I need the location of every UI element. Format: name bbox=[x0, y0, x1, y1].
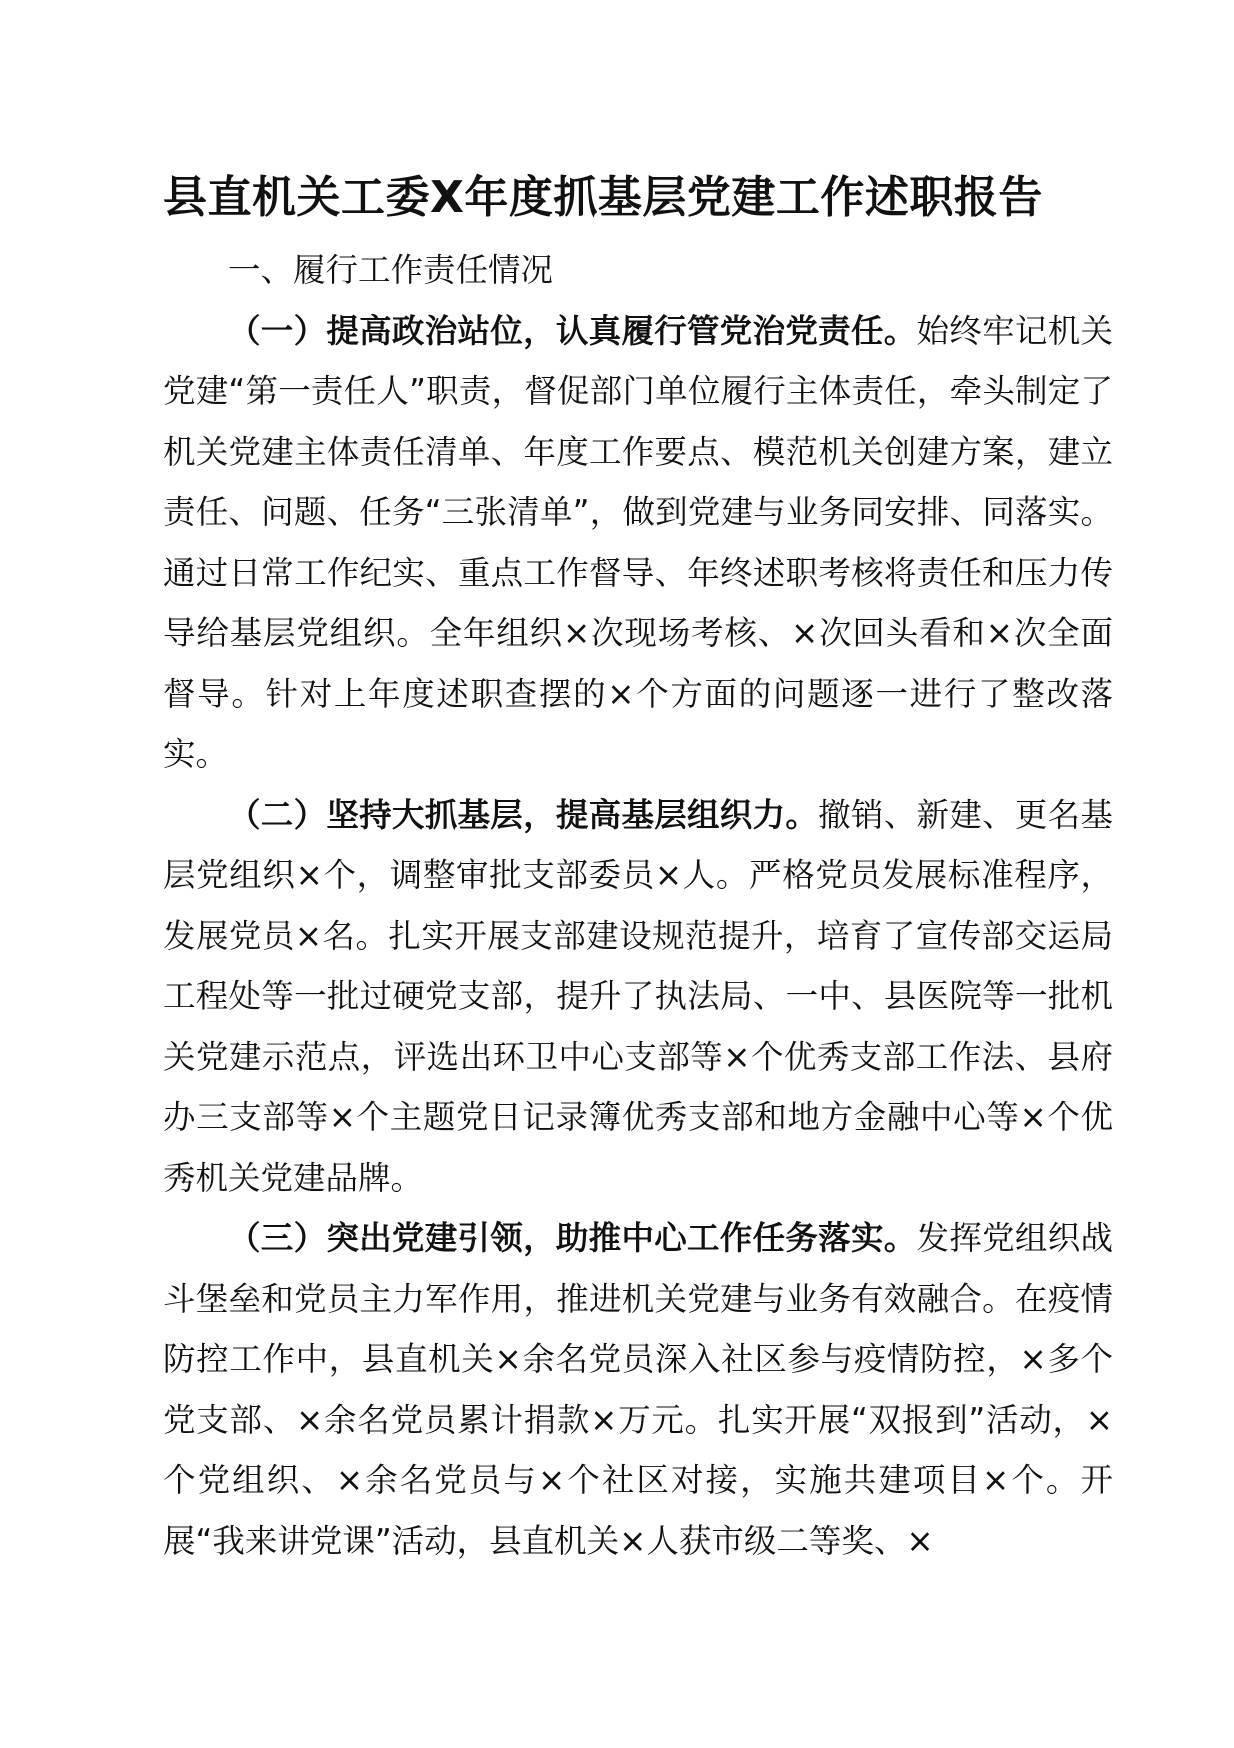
paragraph-body: 撤销、新建、更名基层党组织×个，调整审批支部委员×人。严格党员发展标准程序，发展党员×名。扎实开展支部建设规范提升，培育了宣传部交运局工程处等一批过硬党支部，提升了执法局、一中、县医院等一批机关党建示范点，评选出环卫中心支部等×个优秀支部工作法、县府办三支部等×个主题党日记录簿优秀支部和地方金融中心等×个优秀机关党建品牌。 bbox=[163, 795, 1113, 1197]
paragraph-lead: （二）坚持大抓基层，提高基层组织力。 bbox=[228, 795, 819, 834]
paragraph-lead: （一）提高政治站位，认真履行管党治党责任。 bbox=[228, 311, 917, 350]
document-body bbox=[163, 240, 1113, 1571]
document-title: 县直机关工委X年度抓基层党建工作述职报告 bbox=[163, 172, 1043, 223]
paragraph-grassroots bbox=[163, 785, 1113, 1209]
paragraph-body: 发挥党组织战斗堡垒和党员主力军作用，推进机关党建与业务有效融合。在疫情防控工作中，县直机关×余名党员深入社区参与疫情防控，×多个党支部、×余名党员累计捐款×万元。扎实开展“双报到”活动，×个党组织、×余名党员与×个社区对接，实施共建项目×个。开展“我来讲党课”活动，县直机关×人获市级二等奖、× bbox=[163, 1219, 1113, 1560]
section-heading: 一、履行工作责任情况 bbox=[228, 251, 554, 289]
paragraph-leadership bbox=[163, 1208, 1113, 1571]
paragraph-lead: （三）突出党建引领，助推中心工作任务落实。 bbox=[228, 1219, 917, 1257]
paragraph-responsibility bbox=[163, 301, 1113, 785]
paragraph-body: 始终牢记机关党建“第一责任人”职责，督促部门单位履行主体责任，牵头制定了机关党建主体责任清单、年度工作要点、模范机关创建方案，建立责任、问题、任务“三张清单”，做到党建与业务同安排、同落实。通过日常工作纪实、重点工作督导、年终述职考核将责任和压力传导给基层党组织。全年组织×次现场考核、×次回头看和×次全面督导。针对上年度述职查摆的×个方面的问题逐一进行了整改落实。 bbox=[163, 311, 1113, 773]
